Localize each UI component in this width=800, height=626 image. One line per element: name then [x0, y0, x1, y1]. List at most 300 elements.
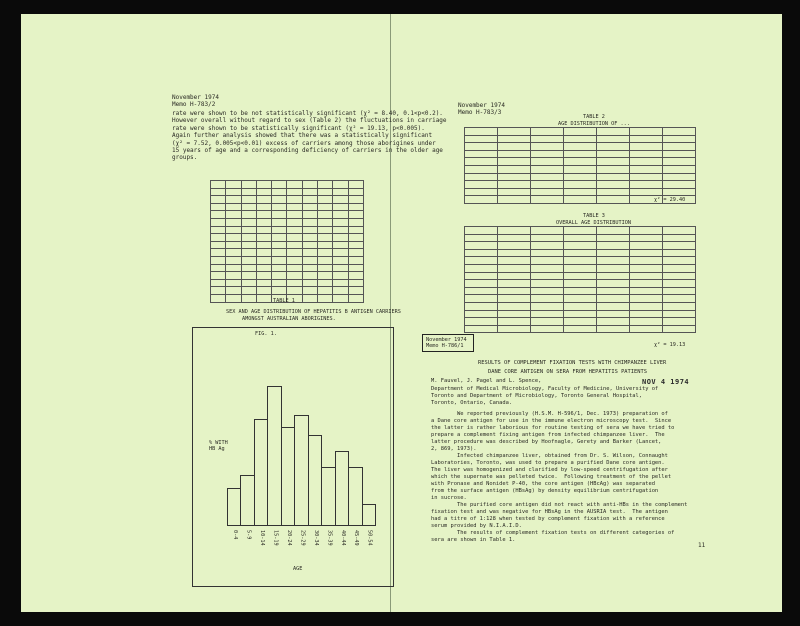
table-cell	[597, 234, 630, 242]
table-cell	[663, 242, 696, 250]
table-cell	[241, 188, 256, 196]
table-cell	[256, 203, 271, 211]
table-cell	[272, 196, 287, 204]
paragraph-line: rate were shown to be statistically significant (χ² = 19.13, p<0.005).	[172, 124, 425, 132]
table-cell	[630, 181, 663, 189]
table-cell	[333, 279, 348, 287]
table-cell	[465, 196, 498, 204]
table-row	[465, 242, 696, 250]
table-cell	[597, 181, 630, 189]
table-cell	[498, 135, 531, 143]
table-cell	[287, 241, 302, 249]
table-cell	[498, 264, 531, 272]
table-cell	[272, 181, 287, 189]
table-row	[465, 310, 696, 318]
table-cell	[663, 272, 696, 280]
table-cell	[302, 264, 317, 272]
bar-50-54	[362, 504, 376, 526]
table-cell	[302, 294, 317, 302]
table-cell	[630, 325, 663, 333]
table-cell	[348, 218, 363, 226]
table-cell	[348, 211, 363, 219]
table-row	[465, 188, 696, 196]
table-cell	[531, 287, 564, 295]
table-cell	[256, 226, 271, 234]
table-row	[211, 203, 364, 211]
table-cell	[272, 264, 287, 272]
table-cell	[597, 295, 630, 303]
table-row	[465, 128, 696, 136]
table-cell	[597, 272, 630, 280]
table-cell	[564, 150, 597, 158]
table-cell	[272, 256, 287, 264]
table-row	[465, 173, 696, 181]
table-cell	[465, 158, 498, 166]
table-cell	[630, 188, 663, 196]
table-cell	[630, 287, 663, 295]
table-cell	[531, 242, 564, 250]
table-cell	[663, 234, 696, 242]
table-row	[211, 264, 364, 272]
x-tick-label: 25-29	[299, 530, 306, 546]
table-cell	[211, 188, 226, 196]
table-cell	[211, 256, 226, 264]
table-2-subtitle: AGE DISTRIBUTION OF ...	[558, 121, 630, 127]
table-cell	[597, 310, 630, 318]
table-row	[211, 241, 364, 249]
table-cell	[465, 287, 498, 295]
table-row	[211, 234, 364, 242]
table-cell	[630, 257, 663, 265]
table-cell	[241, 294, 256, 302]
table-3	[464, 226, 696, 333]
table-cell	[348, 264, 363, 272]
table-cell	[663, 128, 696, 136]
table-cell	[465, 227, 498, 235]
table-cell	[241, 241, 256, 249]
table-cell	[531, 264, 564, 272]
table-cell	[272, 218, 287, 226]
x-tick-label: 20-24	[285, 530, 292, 546]
table-cell	[498, 234, 531, 242]
table-cell	[226, 226, 241, 234]
table-row	[465, 249, 696, 257]
table-cell	[498, 302, 531, 310]
table-cell	[498, 158, 531, 166]
paragraph-line: groups.	[172, 154, 198, 162]
table-cell	[256, 294, 271, 302]
table-cell	[211, 249, 226, 257]
document-page	[18, 14, 782, 612]
table-row	[211, 181, 364, 189]
table-cell	[333, 211, 348, 219]
table-cell	[630, 135, 663, 143]
table-cell	[597, 188, 630, 196]
table-cell	[256, 287, 271, 295]
table-cell	[597, 143, 630, 151]
table-cell	[318, 279, 333, 287]
table-cell	[531, 158, 564, 166]
table-cell	[630, 150, 663, 158]
table-cell	[333, 203, 348, 211]
table-cell	[531, 143, 564, 151]
table-cell	[211, 196, 226, 204]
body-line: Laboratories, Toronto, was used to prepare a purified Dane core antigen.	[431, 460, 665, 466]
table-cell	[241, 279, 256, 287]
memo-box	[422, 334, 474, 352]
table-cell	[348, 294, 363, 302]
body-line: The purified core antigen did not react with anti-HBs in the complement	[431, 502, 688, 508]
table-cell	[531, 165, 564, 173]
table-cell	[663, 295, 696, 303]
table-cell	[318, 249, 333, 257]
paragraph-line: (χ² = 7.52, 0.005<p<0.01) excess of carriers among those aborigines under	[172, 139, 436, 147]
table-cell	[211, 279, 226, 287]
table-cell	[211, 272, 226, 280]
table-cell	[630, 249, 663, 257]
table-cell	[256, 256, 271, 264]
table-cell	[564, 249, 597, 257]
table-cell	[663, 227, 696, 235]
table-cell	[333, 272, 348, 280]
affiliation-line: Toronto and Department of Microbiology, Toronto General Hospital,	[431, 393, 642, 399]
table-row	[465, 165, 696, 173]
table-row	[211, 211, 364, 219]
table-cell	[564, 287, 597, 295]
table-cell	[211, 226, 226, 234]
table-cell	[531, 196, 564, 204]
table-cell	[663, 264, 696, 272]
table-cell	[498, 272, 531, 280]
table-cell	[564, 165, 597, 173]
x-tick-label: 35-39	[326, 530, 333, 546]
affiliation-line: Department of Medical Microbiology, Faculty of Medicine, University of	[431, 386, 659, 392]
table-cell	[663, 188, 696, 196]
bar-40-44	[335, 451, 349, 526]
table-cell	[630, 128, 663, 136]
table-row	[465, 280, 696, 288]
table-row	[465, 181, 696, 189]
table-cell	[302, 226, 317, 234]
table-cell	[498, 227, 531, 235]
table-cell	[241, 203, 256, 211]
table-cell	[302, 256, 317, 264]
table-cell	[597, 135, 630, 143]
table-cell	[597, 280, 630, 288]
table-cell	[663, 181, 696, 189]
table-cell	[318, 211, 333, 219]
table-cell	[564, 196, 597, 204]
table-cell	[211, 294, 226, 302]
body-line: serum provided by N.I.A.I.D.	[431, 523, 522, 529]
table-cell	[564, 264, 597, 272]
table-cell	[465, 272, 498, 280]
article-title-line-2: DANE CORE ANTIGEN ON SERA FROM HEPATITIS PATIENTS	[488, 369, 648, 375]
table-row	[465, 150, 696, 158]
table-cell	[564, 234, 597, 242]
table-cell	[531, 295, 564, 303]
table-cell	[465, 249, 498, 257]
table-cell	[498, 249, 531, 257]
figure-1-frame	[192, 327, 394, 587]
table-cell	[531, 234, 564, 242]
body-line: latter procedure was described by Hoofnagle, Gerety and Barker (Lancet,	[431, 439, 662, 445]
table-cell	[630, 272, 663, 280]
body-line: from the surface antigen (HBsAg) by density equilibrium centrifugation	[431, 488, 659, 494]
table-cell	[256, 279, 271, 287]
right-memo-date: November 1974	[458, 102, 505, 109]
table-cell	[498, 128, 531, 136]
chart-caption-2: AMONGST AUSTRALIAN ABORIGINES.	[242, 316, 336, 322]
table-cell	[498, 310, 531, 318]
table-cell	[302, 181, 317, 189]
table-cell	[211, 241, 226, 249]
table-cell	[256, 241, 271, 249]
table-cell	[597, 287, 630, 295]
table-cell	[302, 218, 317, 226]
table-cell	[465, 295, 498, 303]
table-cell	[531, 135, 564, 143]
table-1-title: TABLE 1	[273, 298, 295, 304]
table-cell	[630, 264, 663, 272]
table-cell	[256, 181, 271, 189]
table-cell	[211, 287, 226, 295]
body-line: 2, 869, 1973).	[431, 446, 477, 452]
table-cell	[211, 211, 226, 219]
x-tick-labels	[227, 530, 375, 560]
table-row	[465, 295, 696, 303]
table-cell	[531, 181, 564, 189]
table-cell	[256, 264, 271, 272]
table-cell	[256, 272, 271, 280]
table-cell	[211, 264, 226, 272]
table-cell	[531, 280, 564, 288]
table-cell	[663, 287, 696, 295]
table-cell	[564, 302, 597, 310]
table-cell	[564, 143, 597, 151]
article-title-line-1: RESULTS OF COMPLEMENT FIXATION TESTS WITH CHIMPANZEE LIVER	[478, 360, 667, 366]
figure-label: FIG. 1.	[255, 331, 277, 337]
table-cell	[564, 188, 597, 196]
table-cell	[465, 318, 498, 326]
table-cell	[498, 143, 531, 151]
table-cell	[272, 241, 287, 249]
table-cell	[226, 287, 241, 295]
table-cell	[287, 264, 302, 272]
table-cell	[287, 203, 302, 211]
table-cell	[226, 234, 241, 242]
table-cell	[302, 234, 317, 242]
table-cell	[272, 203, 287, 211]
table-row	[465, 257, 696, 265]
table-cell	[302, 287, 317, 295]
bar-20-24	[281, 427, 295, 526]
table-cell	[348, 196, 363, 204]
table-cell	[630, 165, 663, 173]
table-cell	[531, 173, 564, 181]
table-cell	[564, 280, 597, 288]
table-3-title: TABLE 3	[583, 213, 605, 219]
table-cell	[211, 203, 226, 211]
box-date: November 1974	[426, 337, 467, 343]
table-cell	[302, 249, 317, 257]
table-cell	[226, 203, 241, 211]
table-cell	[318, 272, 333, 280]
table-cell	[597, 128, 630, 136]
table-row	[465, 318, 696, 326]
table-cell	[597, 249, 630, 257]
bar-30-34	[308, 435, 322, 526]
table-cell	[630, 310, 663, 318]
table-cell	[630, 158, 663, 166]
table-cell	[287, 188, 302, 196]
table-cell	[241, 256, 256, 264]
table-cell	[663, 310, 696, 318]
table-row	[465, 234, 696, 242]
table-cell	[564, 135, 597, 143]
body-line: the latter is rather laborious for routine testing of sera we have tried to	[431, 425, 675, 431]
table-row	[211, 218, 364, 226]
table-cell	[465, 150, 498, 158]
table-cell	[256, 218, 271, 226]
bar-25-29	[294, 415, 308, 526]
table-cell	[302, 203, 317, 211]
table-cell	[564, 257, 597, 265]
table-cell	[211, 181, 226, 189]
bar-35-39	[321, 467, 335, 526]
table-cell	[564, 128, 597, 136]
table-cell	[531, 227, 564, 235]
table-cell	[531, 249, 564, 257]
table-cell	[498, 173, 531, 181]
table-2	[464, 127, 696, 204]
table-cell	[531, 257, 564, 265]
table-cell	[465, 234, 498, 242]
body-line: which the supernate was pelleted twice. Following treatment of the pellet	[431, 474, 672, 480]
table-cell	[241, 234, 256, 242]
table-cell	[531, 188, 564, 196]
table-cell	[465, 181, 498, 189]
table-cell	[465, 257, 498, 265]
table-cell	[498, 287, 531, 295]
table-row	[211, 287, 364, 295]
table-cell	[256, 211, 271, 219]
table-cell	[287, 226, 302, 234]
table-cell	[597, 325, 630, 333]
table-cell	[333, 256, 348, 264]
x-tick-label: 10-14	[259, 530, 266, 546]
table-cell	[531, 128, 564, 136]
chart-caption-1: SEX AND AGE DISTRIBUTION OF HEPATITIS B ANTIGEN CARRIERS	[226, 309, 401, 315]
table-cell	[333, 196, 348, 204]
table-cell	[630, 302, 663, 310]
table-row	[465, 264, 696, 272]
table-cell	[348, 188, 363, 196]
table-cell	[465, 173, 498, 181]
table-cell	[302, 211, 317, 219]
table-cell	[333, 188, 348, 196]
table-cell	[348, 181, 363, 189]
table-cell	[498, 165, 531, 173]
table-cell	[465, 135, 498, 143]
table-cell	[287, 287, 302, 295]
body-line: The liver was homogenized and clarified by low-speed centrifugation after	[431, 467, 668, 473]
table-cell	[272, 188, 287, 196]
table-cell	[597, 196, 630, 204]
paragraph-line: However overall without regard to sex (Table 2) the fluctuations in carriage	[172, 117, 447, 125]
table-cell	[630, 143, 663, 151]
table-cell	[318, 234, 333, 242]
x-tick-label: 5-9	[245, 530, 252, 540]
table-cell	[287, 234, 302, 242]
table-cell	[597, 264, 630, 272]
bar-15-19	[267, 386, 281, 526]
right-memo-number: Memo H-783/3	[458, 109, 502, 116]
table-cell	[302, 279, 317, 287]
table-cell	[302, 272, 317, 280]
table-cell	[226, 196, 241, 204]
table-cell	[564, 325, 597, 333]
table-cell	[465, 128, 498, 136]
x-tick-label: 50-54	[366, 530, 373, 546]
x-tick-label: 30-34	[312, 530, 319, 546]
affiliation-line: Toronto, Ontario, Canada.	[431, 400, 513, 406]
table-cell	[287, 279, 302, 287]
table-cell	[465, 264, 498, 272]
table-2-chi-square: χ² = 29.40	[654, 197, 686, 203]
table-cell	[663, 158, 696, 166]
table-row	[465, 158, 696, 166]
table-cell	[663, 318, 696, 326]
table-cell	[348, 203, 363, 211]
table-cell	[333, 264, 348, 272]
table-cell	[531, 310, 564, 318]
table-cell	[465, 165, 498, 173]
table-cell	[226, 241, 241, 249]
table-cell	[597, 173, 630, 181]
table-cell	[465, 143, 498, 151]
table-cell	[597, 257, 630, 265]
table-cell	[272, 287, 287, 295]
table-row	[211, 188, 364, 196]
table-cell	[348, 256, 363, 264]
table-cell	[241, 196, 256, 204]
table-cell	[498, 280, 531, 288]
table-cell	[241, 249, 256, 257]
table-cell	[287, 211, 302, 219]
paragraph-line: Again further analysis showed that there was a statistically significant	[172, 132, 433, 140]
table-cell	[663, 280, 696, 288]
table-cell	[302, 196, 317, 204]
table-cell	[498, 181, 531, 189]
table-cell	[211, 234, 226, 242]
table-cell	[498, 196, 531, 204]
table-cell	[663, 165, 696, 173]
body-line: had a titre of 1:128 when tested by complement fixation with a reference	[431, 516, 665, 522]
box-memo: Memo H-786/1	[426, 343, 464, 349]
table-row	[211, 272, 364, 280]
table-cell	[226, 294, 241, 302]
table-cell	[348, 272, 363, 280]
table-cell	[333, 234, 348, 242]
table-cell	[348, 226, 363, 234]
table-cell	[318, 181, 333, 189]
table-cell	[465, 280, 498, 288]
table-cell	[226, 211, 241, 219]
table-cell	[318, 203, 333, 211]
table-cell	[241, 226, 256, 234]
table-row	[211, 196, 364, 204]
